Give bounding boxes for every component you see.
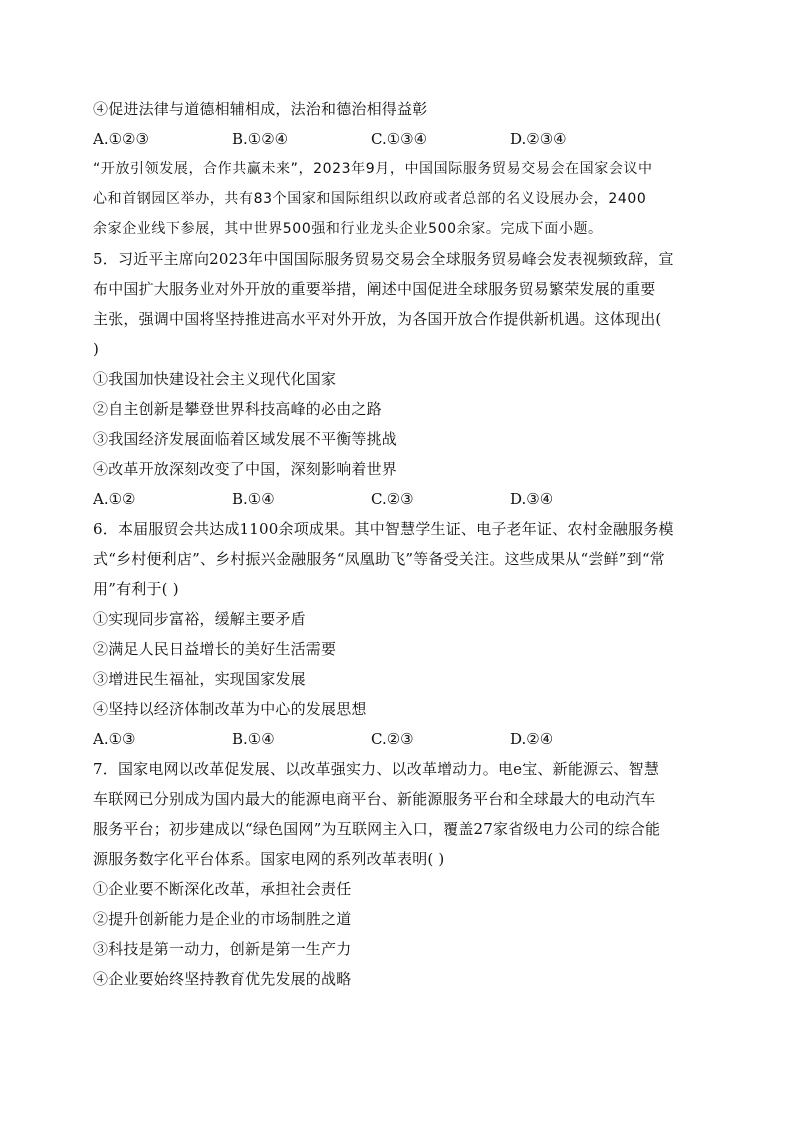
question-7 (93, 754, 704, 994)
question-stem-line: 5．习近平主席向2023年中国国际服务贸易交易会全球服务贸易峰会发表视频致辞，宣 (93, 250, 674, 268)
answer-options (93, 484, 704, 514)
statement: ④改革开放深刻改变了中国，深刻影响着世界 (93, 460, 398, 478)
statement: ①企业要不断深化改革，承担社会责任 (93, 880, 352, 898)
statement: ③科技是第一动力，创新是第一生产力 (93, 940, 352, 958)
question-stem-line: 服务平台；初步建成以“绿色国网”为互联网主入口，覆盖27家省级电力公司的综合能 (93, 820, 661, 838)
statement: ①实现同步富裕，缓解主要矛盾 (93, 610, 306, 628)
question-5 (93, 244, 704, 514)
reading-material (93, 154, 704, 244)
question-stem-line: 主张，强调中国将坚持推进高水平对外开放，为各国开放合作提供新机遇。这体现出( (93, 310, 662, 328)
statement: ④企业要始终坚持教育优先发展的战略 (93, 970, 352, 988)
statement: ③我国经济发展面临着区域发展不平衡等挑战 (93, 430, 398, 448)
option-c[interactable]: C.②③ (371, 730, 414, 748)
question-6 (93, 514, 704, 754)
statement: ④坚持以经济体制改革为中心的发展思想 (93, 700, 367, 718)
statement: ④促进法律与道德相辅相成，法治和德治相得益彰 (93, 100, 428, 118)
option-c[interactable]: C.②③ (371, 490, 414, 508)
option-d[interactable]: D.②④ (510, 730, 554, 748)
option-a[interactable]: A.①② (93, 490, 136, 508)
option-a[interactable]: A.①②③ (93, 130, 149, 148)
option-d[interactable]: D.③④ (510, 490, 554, 508)
option-a[interactable]: A.①③ (93, 730, 136, 748)
statement: ①我国加快建设社会主义现代化国家 (93, 370, 337, 388)
question-stem-line: 布中国扩大服务业对外开放的重要举措，阐述中国促进全球服务贸易繁荣发展的重要 (93, 280, 656, 298)
answer-options (93, 724, 704, 754)
option-b[interactable]: B.①④ (232, 730, 275, 748)
statement: ③增进民生福祉，实现国家发展 (93, 670, 306, 688)
material-line: 心和首钢园区举办，共有83个国家和国际组织以政府或者总部的名义设展办会，2400 (93, 191, 647, 207)
option-c[interactable]: C.①③④ (371, 130, 428, 148)
option-d[interactable]: D.②③④ (510, 130, 567, 148)
question-4-tail (93, 94, 704, 154)
statement: ②自主创新是攀登世界科技高峰的必由之路 (93, 400, 382, 418)
question-stem-line: 车联网已分别成为国内最大的能源电商平台、新能源服务平台和全球最大的电动汽车 (93, 790, 656, 808)
statement: ②提升创新能力是企业的市场制胜之道 (93, 910, 352, 928)
question-stem-line: 式“乡村便利店”、乡村振兴金融服务“凤凰助飞”等备受关注。这些成果从“尝鲜”到“常 (93, 550, 665, 568)
statement: ②满足人民日益增长的美好生活需要 (93, 640, 337, 658)
question-stem-line: ) (93, 340, 100, 358)
material-line: 余家企业线下参展，其中世界500强和行业龙头企业500余家。完成下面小题。 (93, 221, 603, 237)
question-stem-line: 用”有利于( ) (93, 580, 179, 598)
answer-options (93, 124, 704, 154)
question-stem-line: 7．国家电网以改革促发展、以改革强实力、以改革增动力。电e宝、新能源云、智慧 (93, 760, 660, 778)
option-b[interactable]: B.①④ (232, 490, 275, 508)
question-stem-line: 源服务数字化平台体系。国家电网的系列改革表明( ) (93, 850, 445, 868)
option-b[interactable]: B.①②④ (232, 130, 289, 148)
material-line: “开放引领发展，合作共赢未来”，2023年9月，中国国际服务贸易交易会在国家会议中 (93, 161, 653, 177)
question-stem-line: 6．本届服贸会共达成1100余项成果。其中智慧学生证、电子老年证、农村金融服务模 (93, 520, 674, 538)
